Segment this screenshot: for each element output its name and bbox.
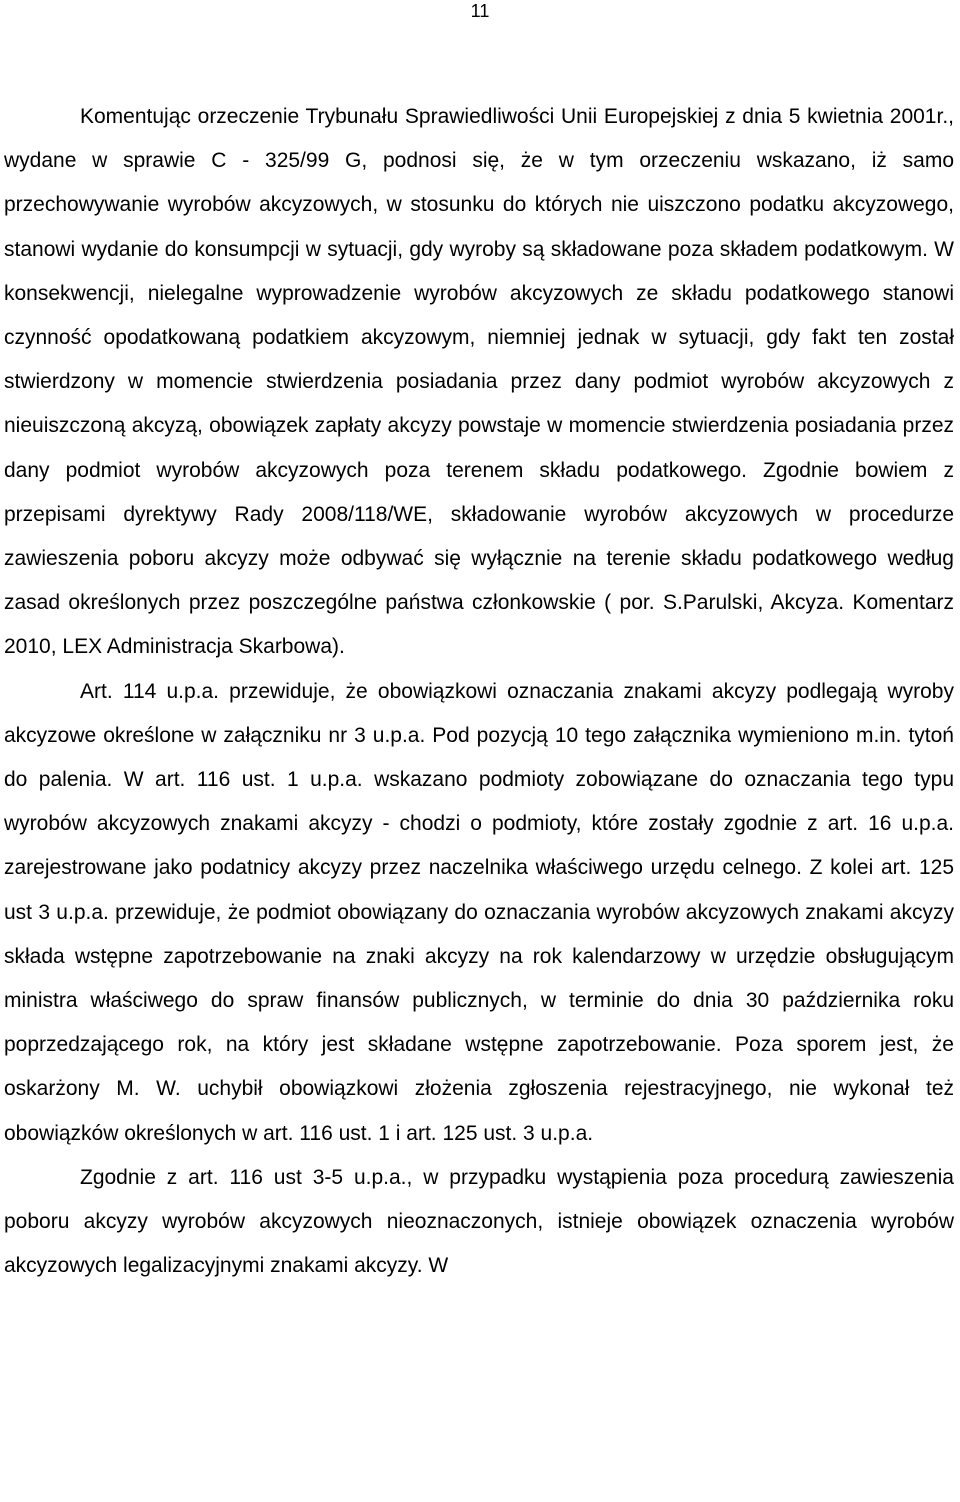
paragraph-art-114-excise-marking: Art. 114 u.p.a. przewiduje, że obowiązkowi oznaczania znakami akcyzy podlegają wyroby akcyzowe określone w załączniku nr 3 u.p.a. Pod pozycją 10 tego załącznika wymieniono m.in. tytoń do palenia. W art. 116 ust. 1 u.p.a. wskazano podmioty zobowiązane do oznaczania tego typu wyrobów akcyzowych znakami akcyzy - chodzi o podmioty, które zostały zgodnie z art. 16 u.p.a. zarejestrowane jako podatnicy akcyzy przez naczelnika właściwego urzędu celnego. Z kolei art. 125 ust 3 u.p.a. przewiduje, że podmiot obowiązany do oznaczania wyrobów akcyzowych znakami akcyzy składa wstępne zapotrzebowanie na znaki akcyzy na rok kalendarzowy w urzędzie obsługującym ministra właściwego do spraw finansów publicznych, w terminie do dnia 30 października roku poprzedzającego rok, na który jest składane wstępne zapotrzebowanie. Poza sporem jest, że oskarżony M. W. uchybił obowiązkowi złożenia zgłoszenia rejestracyjnego, nie wykonał też obowiązków określonych w art. 116 ust. 1 i art. 125 ust. 3 u.p.a.	[4, 679, 954, 1145]
document-body	[4, 95, 954, 1288]
page-number: 11	[470, 1, 490, 21]
paragraph-tsue-judgment-commentary: Komentując orzeczenie Trybunału Sprawiedliwości Unii Europejskiej z dnia 5 kwietnia 2001r., wydane w sprawie C - 325/99 G, podnosi się, że w tym orzeczeniu wskazano, iż samo przechowywanie wyrobów akcyzowych, w stosunku do których nie uiszczono podatku akcyzowego, stanowi wydanie do konsumpcji w sytuacji, gdy wyroby są składowane poza składem podatkowym. W konsekwencji, nielegalne wyprowadzenie wyrobów akcyzowych ze składu podatkowego stanowi czynność opodatkowaną podatkiem akcyzowym, niemniej jednak w sytuacji, gdy fakt ten został stwierdzony w momencie stwierdzenia posiadania przez dany podmiot wyrobów akcyzowych z nieuiszczoną akcyzą, obowiązek zapłaty akcyzy powstaje w momencie stwierdzenia posiadania przez dany podmiot wyrobów akcyzowych poza terenem składu podatkowego. Zgodnie bowiem z przepisami dyrektywy Rady 2008/118/WE, składowanie wyrobów akcyzowych w procedurze zawieszenia poboru akcyzy może odbywać się wyłącznie na terenie składu podatkowego według zasad określonych przez poszczególne państwa członkowskie ( por. S.Parulski, Akcyza. Komentarz 2010, LEX Administracja Skarbowa).	[4, 105, 954, 659]
paragraph-art-116-unmarked-goods: Zgodnie z art. 116 ust 3-5 u.p.a., w przypadku wystąpienia poza procedurą zawieszenia poboru akcyzy wyrobów akcyzowych nieoznaczonych, istnieje obowiązek oznaczenia wyrobów akcyzowych legalizacyjnymi znakami akcyzy. W	[4, 1165, 954, 1278]
